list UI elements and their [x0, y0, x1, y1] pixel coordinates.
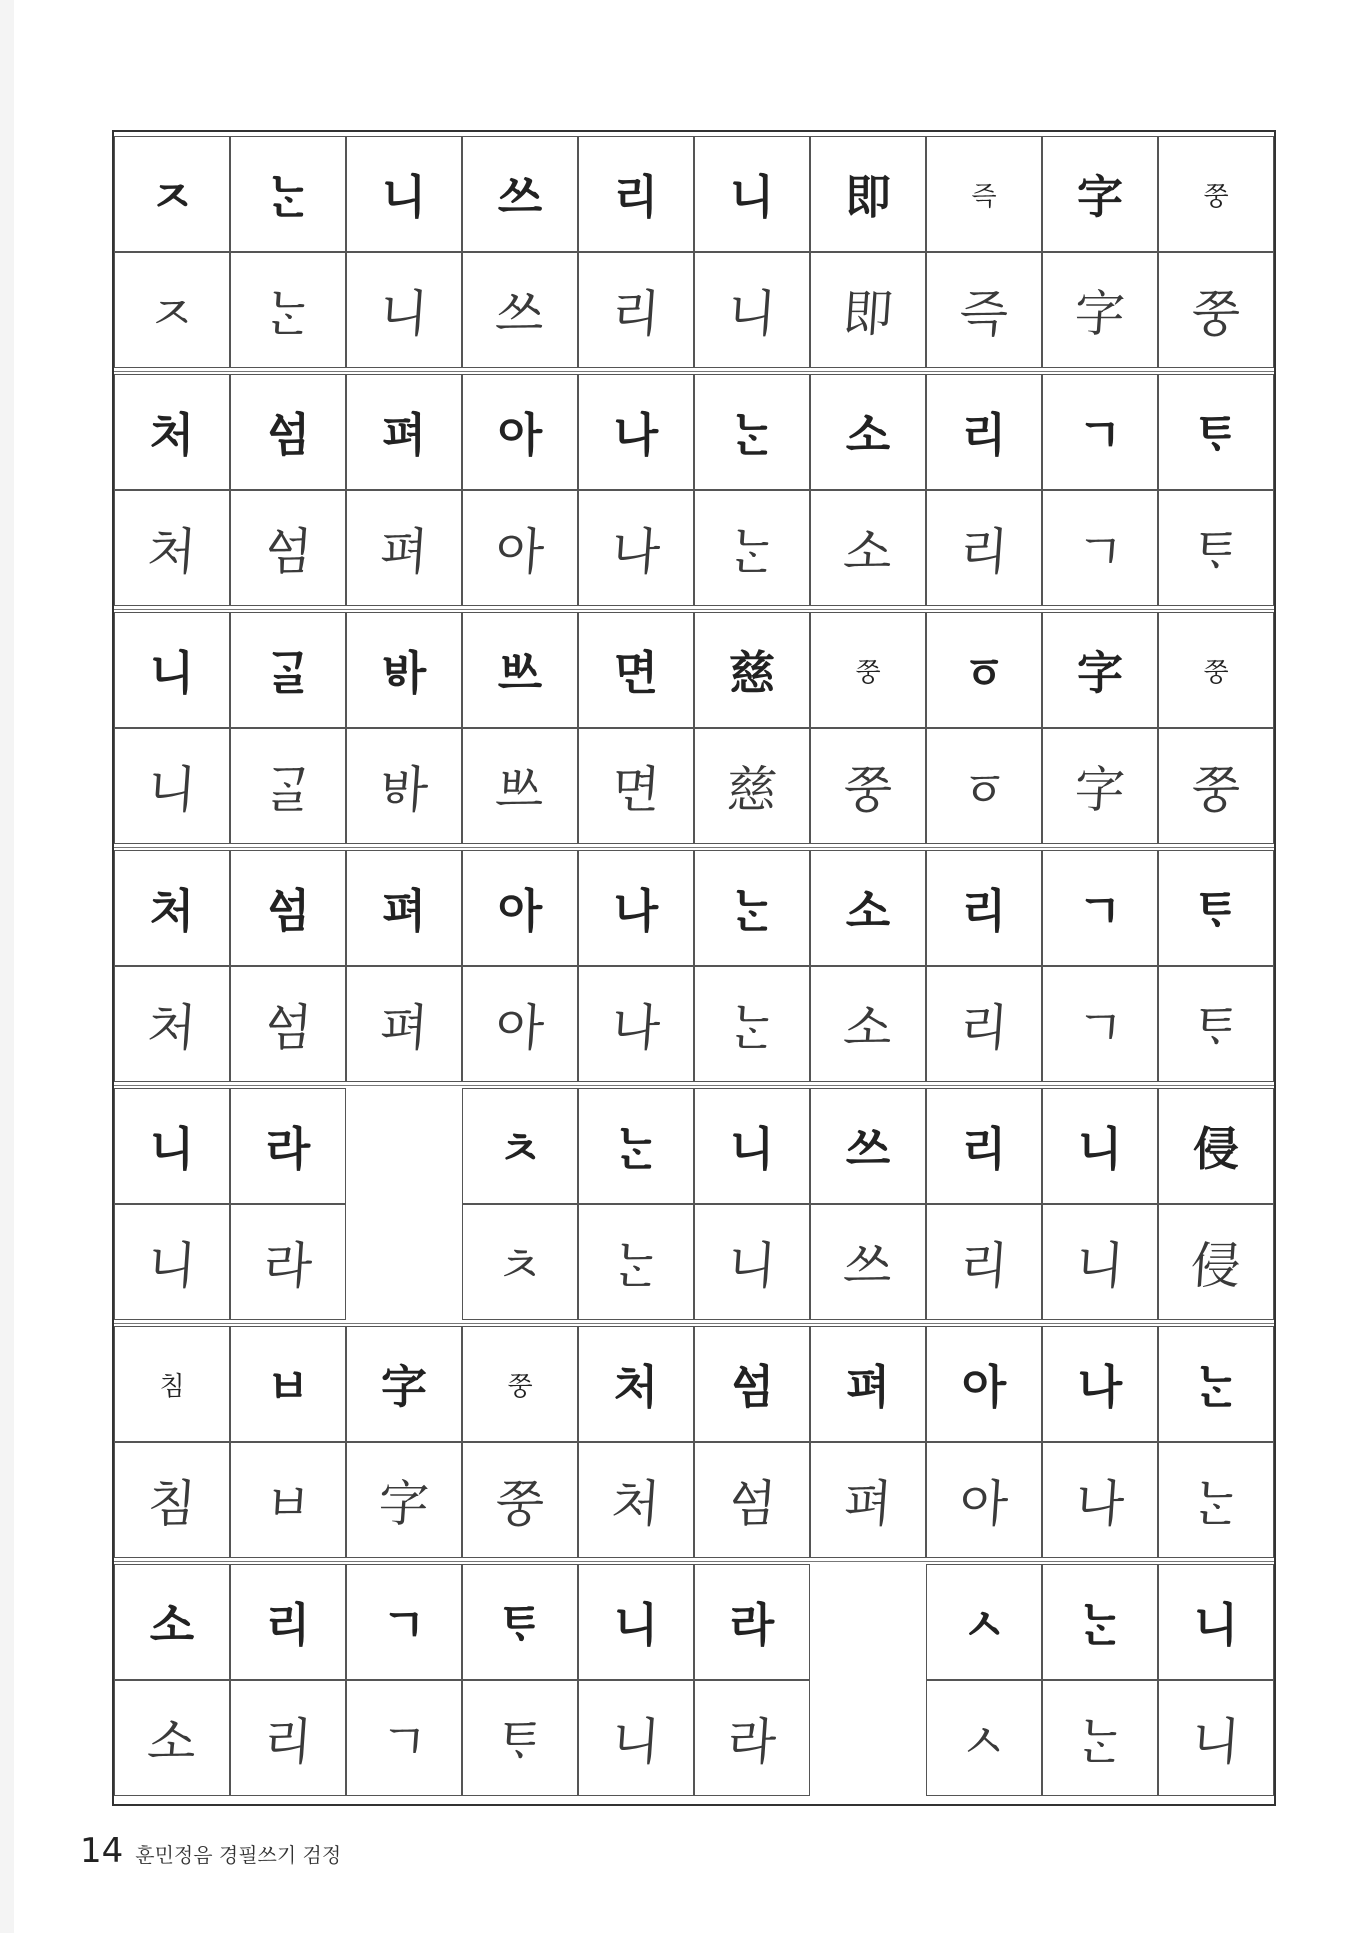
model-char-cell — [1158, 1564, 1274, 1680]
handwritten-char: 니 — [145, 1237, 198, 1295]
trace-char-cell — [694, 728, 810, 844]
handwritten-char: 소 — [145, 1713, 198, 1771]
model-char: 니 — [613, 1598, 659, 1652]
trace-char-cell — [230, 1442, 346, 1558]
model-char: 字 — [381, 1360, 427, 1414]
model-char-cell — [1158, 136, 1274, 252]
model-char: 니 — [381, 170, 427, 224]
handwritten-char: 即 — [840, 285, 895, 343]
trace-char-cell — [1158, 1442, 1274, 1558]
handwritten-char: ㅅ — [957, 1713, 1010, 1771]
trace-char-cell — [114, 252, 230, 368]
practice-band — [114, 1326, 1274, 1558]
handwritten-char: ᅀᅥᆷ — [261, 523, 314, 581]
model-char-cell — [694, 1564, 810, 1680]
model-char-cell — [578, 1088, 694, 1204]
model-char: 니 — [1077, 1122, 1123, 1176]
practice-band — [114, 136, 1274, 368]
trace-char-cell — [346, 1680, 462, 1796]
trace-char-cell — [578, 252, 694, 368]
model-char-cell — [810, 1326, 926, 1442]
handwritten-char: 字 — [376, 1475, 431, 1533]
handwritten-char: ᄐᆞ — [1189, 999, 1242, 1057]
model-char: 침 — [159, 1371, 185, 1402]
handwritten-char: 쭝 — [1189, 761, 1242, 819]
model-char-cell — [694, 612, 810, 728]
model-char-cell — [578, 850, 694, 966]
handwritten-char: 니 — [145, 761, 198, 819]
trace-char-cell — [114, 1204, 230, 1320]
model-char: 나 — [613, 408, 659, 462]
model-char: ᄡᅳ — [497, 646, 543, 700]
trace-char-cell — [462, 1680, 578, 1796]
trace-char-cell — [462, 728, 578, 844]
model-char: ᄂᆞᆫ — [613, 1122, 659, 1176]
trace-char-cell — [810, 490, 926, 606]
trace-char-cell — [1042, 1680, 1158, 1796]
band-separator — [114, 1085, 1274, 1086]
model-char-cell — [114, 850, 230, 966]
band-separator — [114, 1561, 1274, 1562]
model-char: 리 — [613, 170, 659, 224]
trace-char-cell — [926, 1204, 1042, 1320]
band-separator — [114, 1323, 1274, 1324]
handwritten-char: 나 — [609, 999, 662, 1057]
trace-char-cell — [578, 966, 694, 1082]
practice-band — [114, 850, 1274, 1082]
trace-char-cell — [346, 1442, 462, 1558]
model-char-cell — [346, 1326, 462, 1442]
trace-char-cell — [1158, 252, 1274, 368]
model-char: 니 — [729, 1122, 775, 1176]
band-separator — [114, 371, 1274, 372]
trace-char-cell — [230, 490, 346, 606]
model-char: 아 — [497, 884, 543, 938]
handwritten-char: 아 — [493, 523, 546, 581]
trace-char-cell — [1158, 1680, 1274, 1796]
handwritten-char: 쭝 — [841, 761, 894, 819]
trace-char-cell — [694, 252, 810, 368]
model-char: 처 — [613, 1360, 659, 1414]
model-char: 펴 — [381, 884, 427, 938]
trace-char-cell — [462, 1204, 578, 1320]
handwritten-char: ㅈ — [145, 285, 198, 343]
model-char-cell — [1042, 1088, 1158, 1204]
page-footer — [80, 1831, 341, 1871]
model-char: ᄂᆞᆫ — [729, 884, 775, 938]
handwritten-char: ᄂᆞᆫ — [1073, 1713, 1126, 1771]
model-char: ㅂ — [265, 1360, 311, 1414]
trace-char-cell — [926, 966, 1042, 1082]
handwritten-char: ᄂᆞᆫ — [609, 1237, 662, 1295]
trace-char-cell — [926, 1442, 1042, 1558]
page-number: 14 — [80, 1831, 124, 1871]
model-char: 처 — [149, 884, 195, 938]
model-char-cell — [230, 1088, 346, 1204]
model-char-cell — [230, 1326, 346, 1442]
handwritten-char: 慈 — [724, 761, 779, 819]
handwritten-char: 字 — [1072, 285, 1127, 343]
model-char: 펴 — [381, 408, 427, 462]
handwritten-char: ᄂᆞᆫ — [261, 285, 314, 343]
model-char: 字 — [1077, 646, 1123, 700]
handwritten-char: 처 — [609, 1475, 662, 1533]
model-char: ᄐᆞ — [497, 1598, 543, 1652]
model-char-cell — [462, 612, 578, 728]
model-char: 소 — [149, 1598, 195, 1652]
model-char: ᄂᆞᆫ — [1193, 1360, 1239, 1414]
model-char: ᄀᆞᆯ — [265, 646, 311, 700]
handwritten-char: 나 — [1073, 1475, 1126, 1533]
model-char-cell — [1042, 850, 1158, 966]
model-char-cell — [810, 1088, 926, 1204]
model-char-cell — [114, 612, 230, 728]
trace-char-cell — [926, 490, 1042, 606]
trace-char-cell — [578, 490, 694, 606]
handwritten-char: ᄫᅡ — [377, 761, 430, 819]
practice-band — [114, 1088, 1274, 1320]
handwritten-char: 라 — [725, 1713, 778, 1771]
handwritten-char: 아 — [957, 1475, 1010, 1533]
trace-char-cell — [1042, 728, 1158, 844]
trace-char-cell — [462, 252, 578, 368]
handwritten-char: ᄐᆞ — [1189, 523, 1242, 581]
handwritten-char: ㄱ — [377, 1713, 430, 1771]
handwritten-char: 니 — [725, 1237, 778, 1295]
model-char: 나 — [613, 884, 659, 938]
model-char: ᄐᆞ — [1193, 884, 1239, 938]
model-char: 펴 — [845, 1360, 891, 1414]
trace-char-cell — [114, 966, 230, 1082]
model-char-cell — [114, 136, 230, 252]
model-char-cell — [1042, 136, 1158, 252]
trace-char-cell — [578, 1204, 694, 1320]
trace-char-cell — [462, 966, 578, 1082]
model-char: 니 — [729, 170, 775, 224]
model-char-cell — [926, 1564, 1042, 1680]
handwritten-char: 리 — [957, 999, 1010, 1057]
model-char-cell — [926, 850, 1042, 966]
model-char-cell — [810, 850, 926, 966]
model-char: 侵 — [1193, 1122, 1239, 1176]
trace-char-cell — [578, 728, 694, 844]
handwritten-char: 쓰 — [841, 1237, 894, 1295]
handwritten-char: ㅂ — [261, 1475, 314, 1533]
trace-char-cell — [346, 966, 462, 1082]
handwritten-char: 펴 — [377, 999, 430, 1057]
model-char: 쭝 — [855, 657, 881, 688]
handwritten-char: 리 — [609, 285, 662, 343]
model-char: 라 — [265, 1122, 311, 1176]
handwritten-char: 쭝 — [493, 1475, 546, 1533]
trace-char-cell — [346, 728, 462, 844]
model-char-cell — [230, 136, 346, 252]
trace-char-cell — [1042, 966, 1158, 1082]
model-char-cell — [1042, 1564, 1158, 1680]
model-char-cell — [1042, 1326, 1158, 1442]
model-char-cell — [462, 374, 578, 490]
model-char: 慈 — [729, 646, 775, 700]
trace-char-cell — [462, 490, 578, 606]
model-char: ᄫᅡ — [381, 646, 427, 700]
model-char-cell — [578, 374, 694, 490]
handwritten-char: 아 — [493, 999, 546, 1057]
trace-char-cell — [230, 728, 346, 844]
model-char-cell — [1158, 612, 1274, 728]
trace-char-cell — [114, 1680, 230, 1796]
trace-char-cell — [694, 1680, 810, 1796]
trace-char-cell — [114, 1442, 230, 1558]
trace-char-cell — [694, 490, 810, 606]
model-char: 니 — [149, 646, 195, 700]
handwritten-char: ㄱ — [1073, 523, 1126, 581]
model-char-cell — [114, 1564, 230, 1680]
handwritten-char: ᄐᆞ — [493, 1713, 546, 1771]
handwritten-char: 니 — [725, 285, 778, 343]
handwritten-char: 처 — [145, 999, 198, 1057]
model-char-cell — [694, 1088, 810, 1204]
model-char: 니 — [149, 1122, 195, 1176]
model-char: ᅀᅥᆷ — [265, 408, 311, 462]
model-char-cell — [578, 1326, 694, 1442]
model-char-cell — [346, 612, 462, 728]
model-char: 리 — [961, 1122, 1007, 1176]
handwritten-char: 펴 — [377, 523, 430, 581]
model-char-cell — [694, 1326, 810, 1442]
model-char: ᄂᆞᆫ — [729, 408, 775, 462]
model-char-cell — [114, 1326, 230, 1442]
model-char-cell — [1158, 1088, 1274, 1204]
model-char: ㄱ — [1077, 884, 1123, 938]
model-char-cell — [462, 850, 578, 966]
model-char-cell — [462, 1564, 578, 1680]
handwritten-char: 니 — [377, 285, 430, 343]
model-char: ㄱ — [381, 1598, 427, 1652]
trace-char-cell — [230, 252, 346, 368]
trace-char-cell — [1042, 252, 1158, 368]
model-char-cell — [694, 850, 810, 966]
trace-char-cell — [230, 1204, 346, 1320]
handwritten-char: 라 — [261, 1237, 314, 1295]
handwritten-char: ㅊ — [493, 1237, 546, 1295]
model-char: 리 — [961, 408, 1007, 462]
handwritten-char: 침 — [145, 1475, 198, 1533]
model-char: 리 — [961, 884, 1007, 938]
trace-char-cell — [230, 966, 346, 1082]
model-char: 즉 — [971, 181, 997, 212]
model-char-cell — [462, 136, 578, 252]
handwritten-char: 처 — [145, 523, 198, 581]
band-separator — [114, 847, 1274, 848]
trace-char-cell — [694, 966, 810, 1082]
trace-char-cell — [926, 728, 1042, 844]
model-char: 即 — [845, 170, 891, 224]
trace-char-cell — [1158, 966, 1274, 1082]
model-char-cell — [926, 1088, 1042, 1204]
handwritten-char: 소 — [841, 999, 894, 1057]
model-char: 아 — [497, 408, 543, 462]
trace-char-cell — [926, 252, 1042, 368]
model-char: 니 — [1193, 1598, 1239, 1652]
model-char-cell — [1042, 612, 1158, 728]
trace-char-cell — [346, 252, 462, 368]
model-char: 쭝 — [507, 1371, 533, 1402]
model-char-cell — [230, 850, 346, 966]
model-char: 면 — [613, 646, 659, 700]
model-char-cell — [578, 612, 694, 728]
trace-char-cell — [1158, 1204, 1274, 1320]
model-char-cell — [230, 612, 346, 728]
handwritten-char: ᄂᆞᆫ — [725, 523, 778, 581]
trace-char-cell — [926, 1680, 1042, 1796]
model-char: 리 — [265, 1598, 311, 1652]
handwritten-char: 리 — [261, 1713, 314, 1771]
handwritten-char: 리 — [957, 523, 1010, 581]
handwritten-char: 나 — [609, 523, 662, 581]
model-char-cell — [346, 1564, 462, 1680]
model-char-cell — [926, 136, 1042, 252]
model-char: ㅈ — [149, 170, 195, 224]
trace-char-cell — [694, 1442, 810, 1558]
handwritten-char: 즉 — [957, 285, 1010, 343]
model-char: 소 — [845, 884, 891, 938]
handwritten-char: 리 — [957, 1237, 1010, 1295]
band-separator — [114, 609, 1274, 610]
handwritten-char: 니 — [609, 1713, 662, 1771]
model-char-cell — [1158, 850, 1274, 966]
handwritten-char: ᅀᅥᆷ — [725, 1475, 778, 1533]
trace-char-cell — [578, 1442, 694, 1558]
model-char: ᄂᆞᆫ — [1077, 1598, 1123, 1652]
trace-char-cell — [810, 966, 926, 1082]
model-char-cell — [810, 374, 926, 490]
trace-char-cell — [1158, 490, 1274, 606]
handwritten-char: ㆆ — [957, 761, 1010, 819]
handwritten-char: 펴 — [841, 1475, 894, 1533]
trace-char-cell — [1042, 1204, 1158, 1320]
practice-band — [114, 612, 1274, 844]
handwritten-char: ᄀᆞᆯ — [261, 761, 314, 819]
trace-char-cell — [810, 1442, 926, 1558]
trace-char-cell — [1042, 490, 1158, 606]
model-char-cell — [1042, 374, 1158, 490]
trace-char-cell — [810, 252, 926, 368]
model-char-cell — [1158, 1326, 1274, 1442]
model-char-cell — [1158, 374, 1274, 490]
handwritten-char: ᄂᆞᆫ — [725, 999, 778, 1057]
trace-char-cell — [230, 1680, 346, 1796]
model-char-cell — [462, 1326, 578, 1442]
model-char: ᄐᆞ — [1193, 408, 1239, 462]
model-char: 처 — [149, 408, 195, 462]
trace-char-cell — [1042, 1442, 1158, 1558]
handwritten-char: 니 — [1189, 1713, 1242, 1771]
model-char-cell — [694, 136, 810, 252]
model-char: 소 — [845, 408, 891, 462]
model-char: ㄱ — [1077, 408, 1123, 462]
book-title: 훈민정음 경필쓰기 검정 — [135, 1843, 342, 1867]
trace-char-cell — [810, 728, 926, 844]
model-char-cell — [810, 136, 926, 252]
model-char-cell — [926, 374, 1042, 490]
model-char-cell — [346, 374, 462, 490]
model-char: 라 — [729, 1598, 775, 1652]
model-char: ㅅ — [961, 1598, 1007, 1652]
handwritten-char: 쭝 — [1189, 285, 1242, 343]
trace-char-cell — [462, 1442, 578, 1558]
model-char: ᄂᆞᆫ — [265, 170, 311, 224]
model-char-cell — [578, 1564, 694, 1680]
model-char: ᅀᅥᆷ — [265, 884, 311, 938]
model-char: ㆆ — [961, 646, 1007, 700]
model-char: 나 — [1077, 1360, 1123, 1414]
model-char-cell — [230, 1564, 346, 1680]
practice-grid — [112, 130, 1276, 1806]
trace-char-cell — [578, 1680, 694, 1796]
practice-band — [114, 374, 1274, 606]
model-char-cell — [230, 374, 346, 490]
model-char-cell — [346, 136, 462, 252]
trace-char-cell — [346, 490, 462, 606]
model-char: 쓰 — [497, 170, 543, 224]
model-char: ᅀᅥᆷ — [729, 1360, 775, 1414]
handwritten-char: 字 — [1072, 761, 1127, 819]
model-char: 쭝 — [1203, 657, 1229, 688]
handwritten-char: 소 — [841, 523, 894, 581]
handwritten-char: 면 — [609, 761, 662, 819]
model-char-cell — [114, 374, 230, 490]
model-char-cell — [114, 1088, 230, 1204]
trace-char-cell — [114, 490, 230, 606]
model-char: 아 — [961, 1360, 1007, 1414]
model-char: ㅊ — [497, 1122, 543, 1176]
model-char: 쭝 — [1203, 181, 1229, 212]
model-char-cell — [694, 374, 810, 490]
practice-band — [114, 1564, 1274, 1796]
handwritten-char: 侵 — [1188, 1237, 1243, 1295]
trace-char-cell — [114, 728, 230, 844]
page-edge — [0, 0, 14, 1933]
model-char-cell — [926, 612, 1042, 728]
handwritten-char: ᅀᅥᆷ — [261, 999, 314, 1057]
trace-char-cell — [694, 1204, 810, 1320]
model-char: 쓰 — [845, 1122, 891, 1176]
trace-char-cell — [1158, 728, 1274, 844]
trace-char-cell — [810, 1204, 926, 1320]
model-char: 字 — [1077, 170, 1123, 224]
handwritten-char: 니 — [1073, 1237, 1126, 1295]
handwritten-char: ᄂᆞᆫ — [1189, 1475, 1242, 1533]
handwritten-char: ᄡᅳ — [493, 761, 546, 819]
handwritten-char: 쓰 — [493, 285, 546, 343]
model-char-cell — [810, 612, 926, 728]
model-char-cell — [926, 1326, 1042, 1442]
model-char-cell — [346, 850, 462, 966]
model-char-cell — [462, 1088, 578, 1204]
handwritten-char: ㄱ — [1073, 999, 1126, 1057]
model-char-cell — [578, 136, 694, 252]
